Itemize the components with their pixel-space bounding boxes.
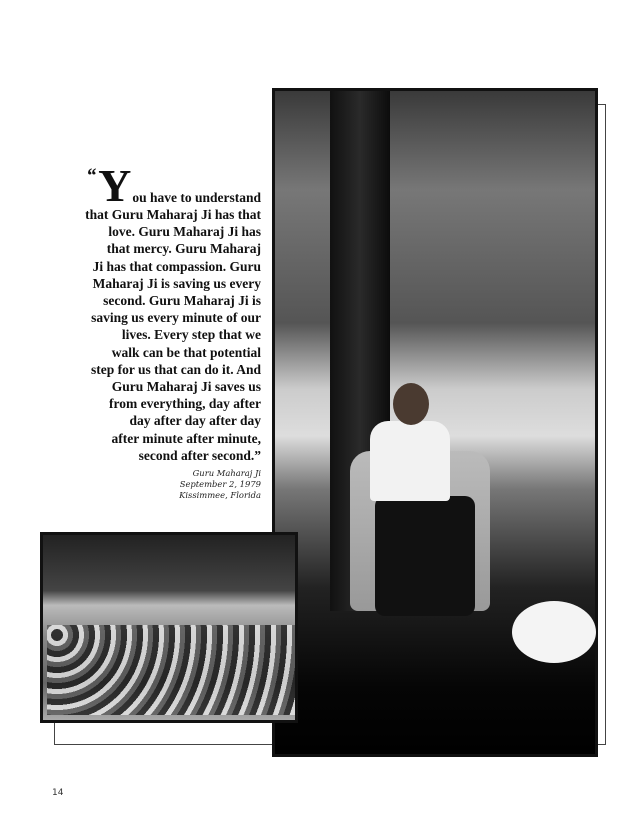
quote-line: from everything, day after: [109, 396, 261, 412]
frame-line: [54, 722, 55, 745]
quote-line: saving us every minute of our: [91, 310, 261, 326]
quote-line: walk can be that potential: [111, 344, 261, 360]
attribution-place: Kissimmee, Florida: [179, 490, 261, 500]
quote-line: ou have to understand: [132, 189, 261, 205]
page-number: 14: [52, 788, 64, 798]
quote-line: Guru Maharaj Ji saves us: [111, 379, 261, 395]
photo-seated-crowd: [40, 532, 298, 723]
person-legs: [375, 496, 475, 616]
attribution: [150, 468, 261, 501]
quote-line: love. Guru Maharaj Ji has: [108, 224, 261, 240]
quote-line: Maharaj Ji is saving us every: [92, 275, 261, 291]
cushion: [512, 601, 596, 663]
quote-line: step for us that can do it. And: [90, 361, 261, 377]
quote-line: second after second.”: [138, 447, 261, 463]
quote-line: that Guru Maharaj Ji has that: [85, 207, 261, 222]
quote-line: Ji has that compassion. Guru: [92, 258, 261, 274]
person-shirt: [370, 421, 450, 501]
photo-seated-man-under-tree: [272, 88, 598, 757]
drop-cap: Y: [98, 160, 132, 211]
quote-line: lives. Every step that we: [121, 327, 261, 343]
quote-first-row: [30, 160, 261, 211]
crowd: [47, 625, 297, 715]
open-quote-mark: “: [86, 165, 97, 187]
attribution-date: September 2, 1979: [179, 479, 261, 489]
quote-line: that mercy. Guru Maharaj: [106, 241, 261, 257]
attribution-speaker: Guru Maharaj Ji: [192, 468, 261, 478]
pull-quote: [30, 160, 261, 464]
person-head: [393, 383, 429, 425]
quote-line: after minute after minute,: [111, 430, 261, 446]
quote-line: day after day after day: [129, 413, 261, 429]
quote-line: second. Guru Maharaj Ji is: [103, 293, 261, 309]
